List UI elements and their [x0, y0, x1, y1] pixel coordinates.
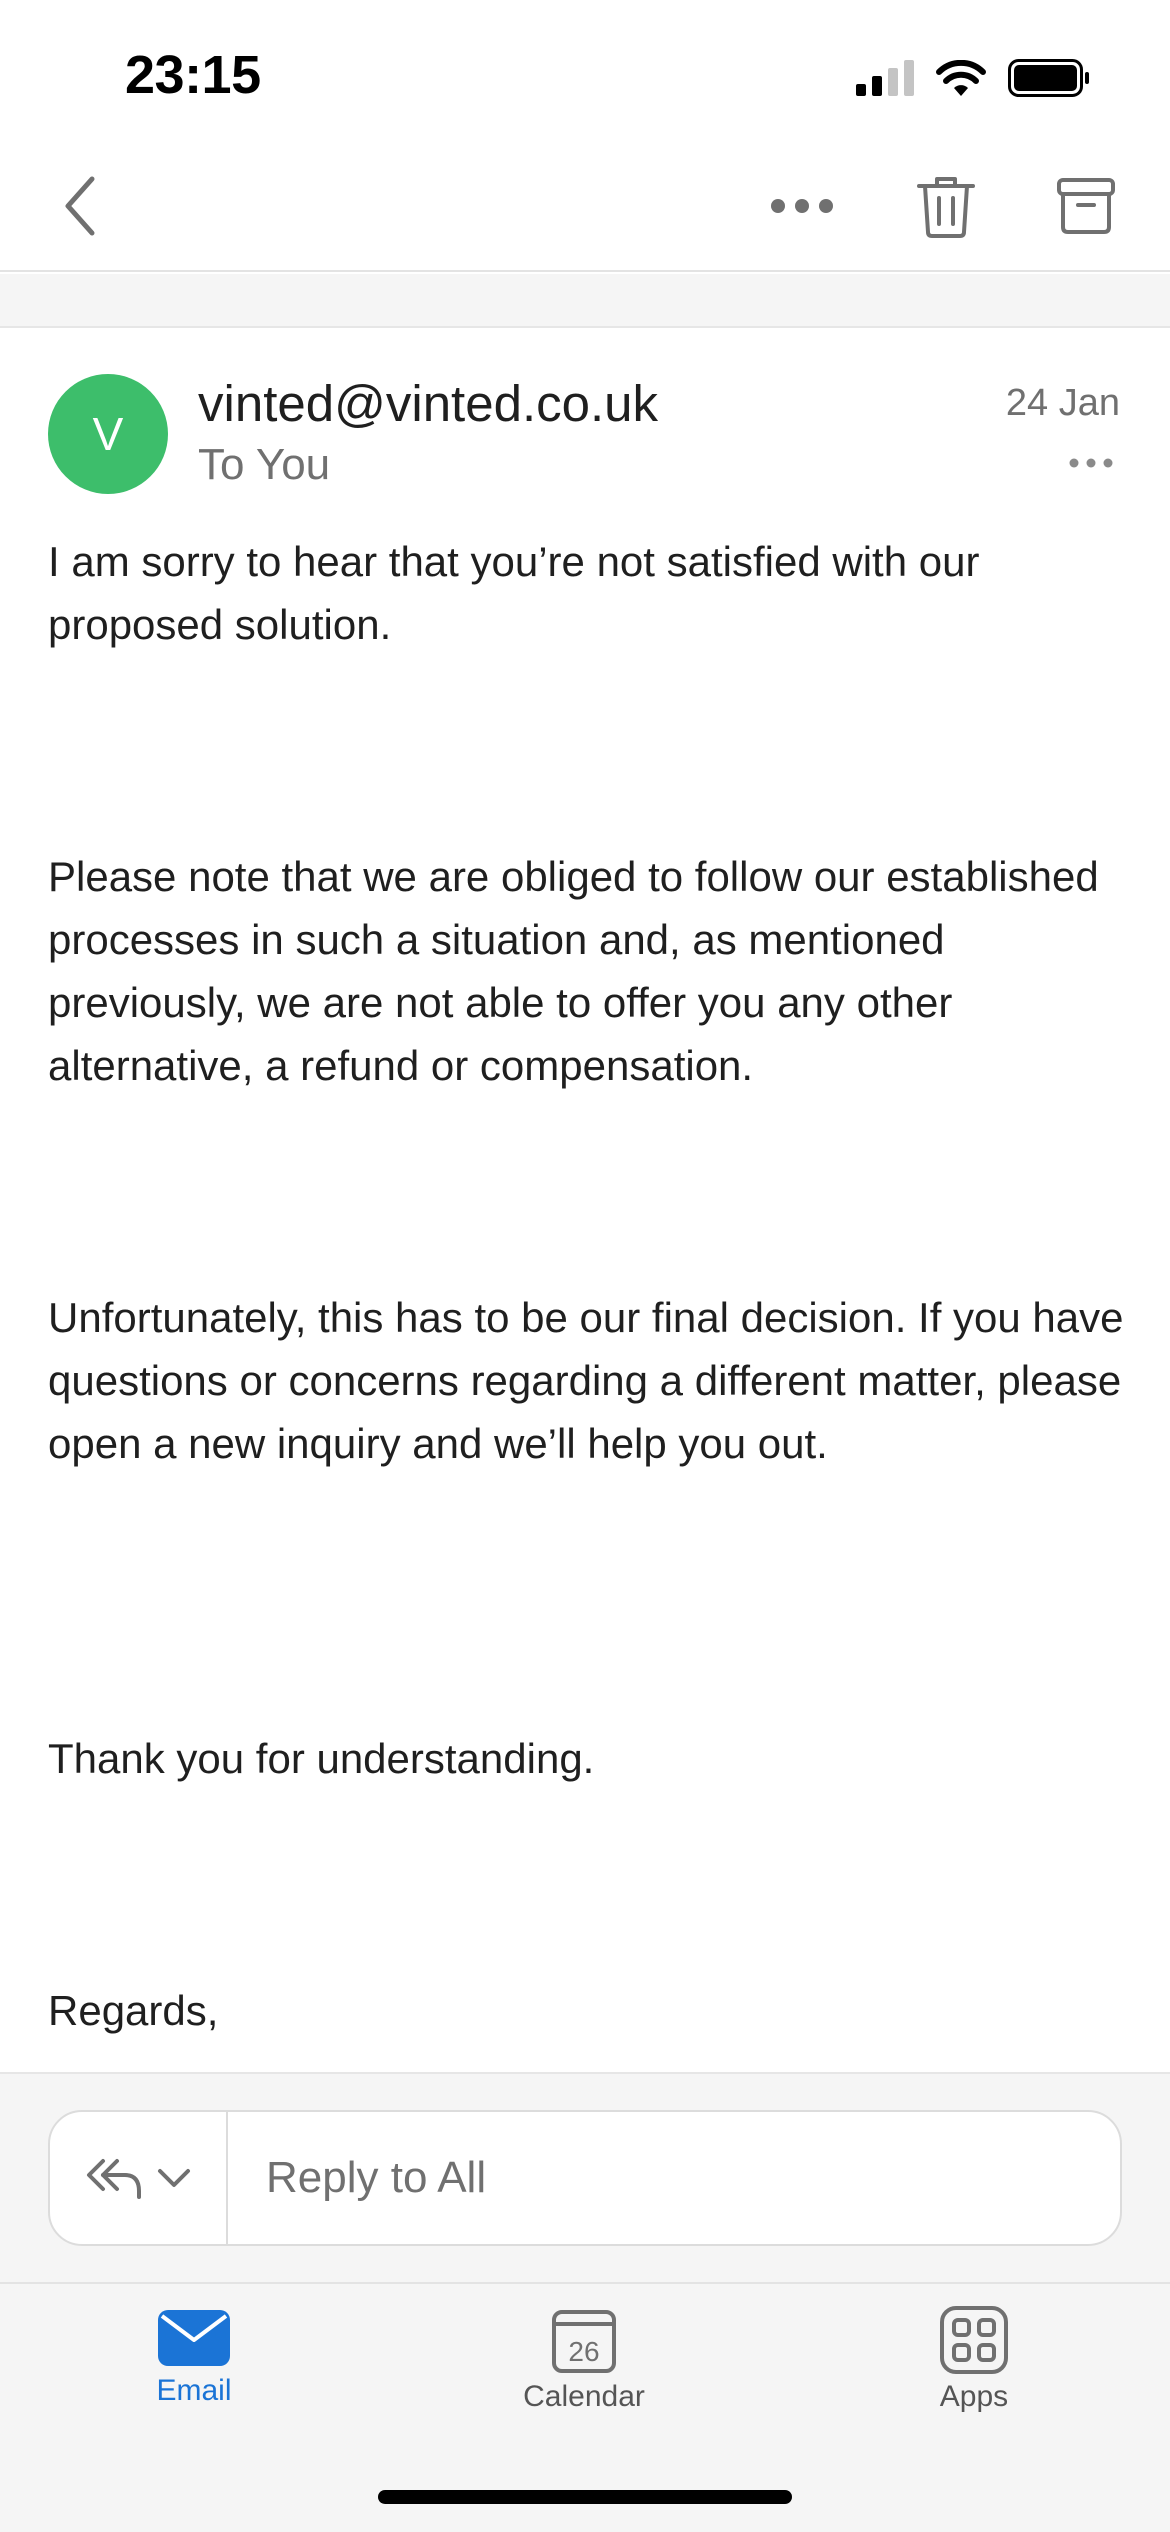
message-date: 24 Jan: [1005, 382, 1120, 424]
body-paragraph: I am sorry to hear that you’re not satisfied with our proposed solution.: [48, 538, 980, 648]
wifi-icon: [936, 60, 986, 96]
reply-all-icon: [85, 2157, 143, 2199]
body-paragraph: Thank you for understanding.: [48, 1735, 595, 1782]
recipient-line[interactable]: To You: [198, 440, 331, 489]
back-button[interactable]: [40, 166, 120, 246]
body-paragraph: Unfortunately, this has to be our final decision. If you have questions or concerns regarding a different matter, please open a new inquiry and we’ll help you out.: [48, 1294, 1124, 1467]
tab-calendar[interactable]: [484, 2306, 684, 2436]
status-time: 23:15: [125, 45, 261, 105]
sender-avatar[interactable]: V: [48, 374, 168, 494]
mail-icon: [156, 2306, 232, 2368]
more-horizontal-icon: [770, 198, 834, 214]
status-icons: [856, 56, 1090, 100]
body-paragraph: Regards,: [48, 1987, 219, 2034]
more-options-button[interactable]: [762, 166, 842, 246]
tab-apps[interactable]: [874, 2306, 1074, 2436]
body-paragraph: Please note that we are obliged to follow our established processes in such a situation and, as mentioned previously, we are not able to offer you any other alternative, a refund or compensation.: [48, 853, 1099, 1089]
reply-box: [48, 2110, 1122, 2246]
chevron-down-icon: [157, 2168, 191, 2188]
tab-email-label: Email: [156, 2374, 232, 2407]
tab-email[interactable]: [94, 2306, 294, 2436]
message-header: [0, 330, 1170, 510]
sender-address[interactable]: vinted@vinted.co.uk: [198, 375, 659, 432]
back-chevron-icon: [60, 175, 100, 237]
signal-icon: [856, 60, 914, 96]
archive-icon: [1057, 177, 1115, 235]
tab-calendar-label: Calendar: [523, 2380, 645, 2413]
status-bar: [0, 0, 1170, 140]
reply-mode-button[interactable]: [50, 2112, 228, 2244]
svg-text:26: 26: [568, 2336, 600, 2367]
battery-icon: [1008, 59, 1090, 97]
reply-bar: [0, 2072, 1170, 2282]
tab-apps-label: Apps: [939, 2380, 1009, 2413]
header-divider: [0, 274, 1170, 328]
calendar-icon: [551, 2306, 617, 2374]
message-toolbar: [0, 140, 1170, 272]
apps-grid-icon: [940, 2306, 1008, 2374]
trash-icon: [917, 174, 975, 238]
reply-input[interactable]: Reply to All: [266, 2153, 487, 2202]
message-more-icon[interactable]: [1068, 456, 1114, 470]
home-indicator[interactable]: [378, 2490, 792, 2504]
archive-button[interactable]: [1046, 166, 1126, 246]
delete-button[interactable]: [906, 166, 986, 246]
